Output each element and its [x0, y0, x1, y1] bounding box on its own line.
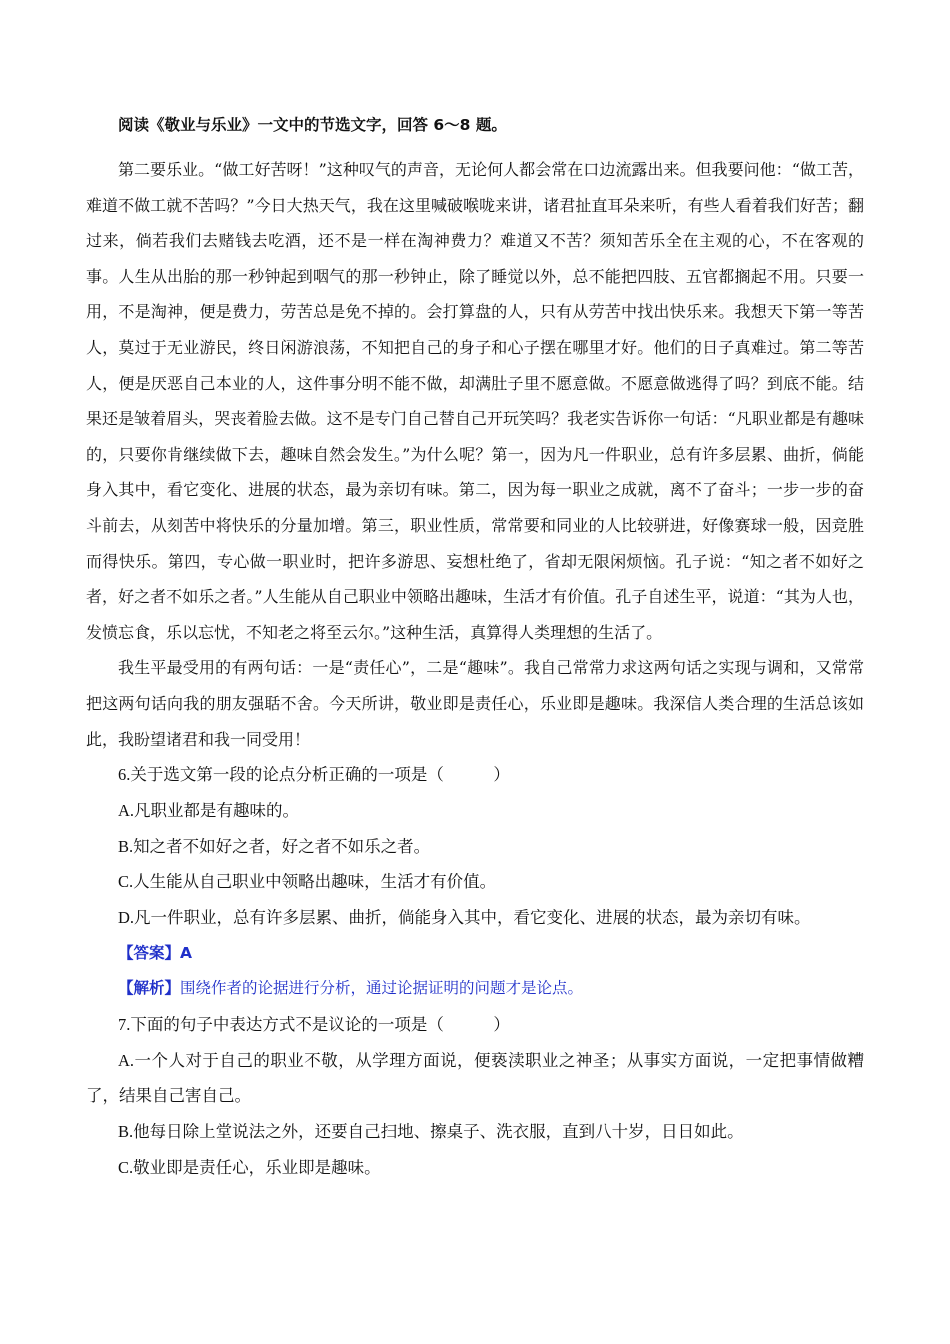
- question-6-option-c: C.人生能从自己职业中领略出趣味，生活才有价值。: [118, 872, 497, 892]
- question-6-analysis: [86, 971, 864, 1007]
- question-6-option-a: A.凡职业都是有趣味的。: [118, 800, 300, 820]
- analysis-text: 围绕作者的论据进行分析，通过论据证明的问题才是论点。: [180, 979, 584, 998]
- question-6-stem: 6.关于选文第一段的论点分析正确的一项是（ ）: [118, 765, 510, 785]
- question-6-option-d: D.凡一件职业，总有许多层累、曲折，倘能身入其中，看它变化、进展的状态，最为亲切有味。: [118, 907, 811, 927]
- question-7-option-c: C.敬业即是责任心，乐业即是趣味。: [118, 1157, 381, 1177]
- analysis-tag: 【解析】: [118, 979, 181, 998]
- passage-paragraph-2: 我生平最受用的有两句话：一是“责任心”，二是“趣味”。我自己常常力求这两句话之实现与调和，又常常把这两句话向我的朋友强聒不舍。今天所讲，敬业即是责任心，乐业即是趣味。我深信人类合理的生活总该如此，我盼望诸君和我一同受用！: [86, 658, 864, 749]
- question-6-option-b: B.知之者不如好之者，好之者不如乐之者。: [118, 836, 431, 856]
- question-7-option-b: B.他每日除上堂说法之外，还要自己扫地、擦桌子、洗衣服，直到八十岁，日日如此。: [118, 1122, 744, 1142]
- passage-paragraph-1: 第二要乐业。“做工好苦呀！”这种叹气的声音，无论何人都会常在口边流露出来。但我要问他：“做工苦，难道不做工就不苦吗？”今日大热天气，我在这里喊破喉咙来讲，诸君扯直耳朵来听，有些人看着我们好苦；翻过来，倘若我们去赌钱去吃酒，还不是一样在淘神费力？难道又不苦？须知苦乐全在主观的心，不在客观的事。人生从出胎的那一秒钟起到咽气的那一秒钟止，除了睡觉以外，总不能把四肢、五官都搁起不用。只要一用，不是淘神，便是费力，劳苦总是免不掉的。会打算盘的人，只有从劳苦中找出快乐来。我想天下第一等苦人，莫过于无业游民，终日闲游浪荡，不知把自己的身子和心子摆在哪里才好。他们的日子真难过。第二等苦人，便是厌恶自己本业的人，这件事分明不能不做，却满肚子里不愿意做。不愿意做逃得了吗？到底不能。结果还是皱着眉头，哭丧着脸去做。这不是专门自己替自己开玩笑吗？我老实告诉你一句话：“凡职业都是有趣味的，只要你肯继续做下去，趣味自然会发生。”为什么呢？第一，因为凡一件职业，总有许多层累、曲折，倘能身入其中，看它变化、进展的状态，最为亲切有味。第二，因为每一职业之成就，离不了奋斗；一步一步的奋斗前去，从刻苦中将快乐的分量加增。第三，职业性质，常常要和同业的人比较骈进，好像赛球一般，因竞胜而得快乐。第四，专心做一职业时，把许多游思、妄想杜绝了，省却无限闲烦恼。孔子说：“知之者不如好之者，好之者不如乐之者。”人生能从自己职业中领略出趣味，生活才有价值。孔子自述生平，说道：“其为人也，发愤忘食，乐以忘忧，不知老之将至云尔。”这种生活，真算得人类理想的生活了。: [86, 160, 864, 642]
- question-7-option-a: A.一个人对于自己的职业不敬，从学理方面说，便亵渎职业之神圣；从事实方面说，一定把事情做糟了，结果自己害自己。: [86, 1050, 864, 1106]
- question-7-stem: 7.下面的句子中表达方式不是议论的一项是（ ）: [118, 1015, 510, 1035]
- question-6-answer: 【答案】A: [118, 943, 192, 962]
- question-heading: 阅读《敬业与乐业》一文中的节选文字，回答 6～8 题。: [118, 116, 507, 134]
